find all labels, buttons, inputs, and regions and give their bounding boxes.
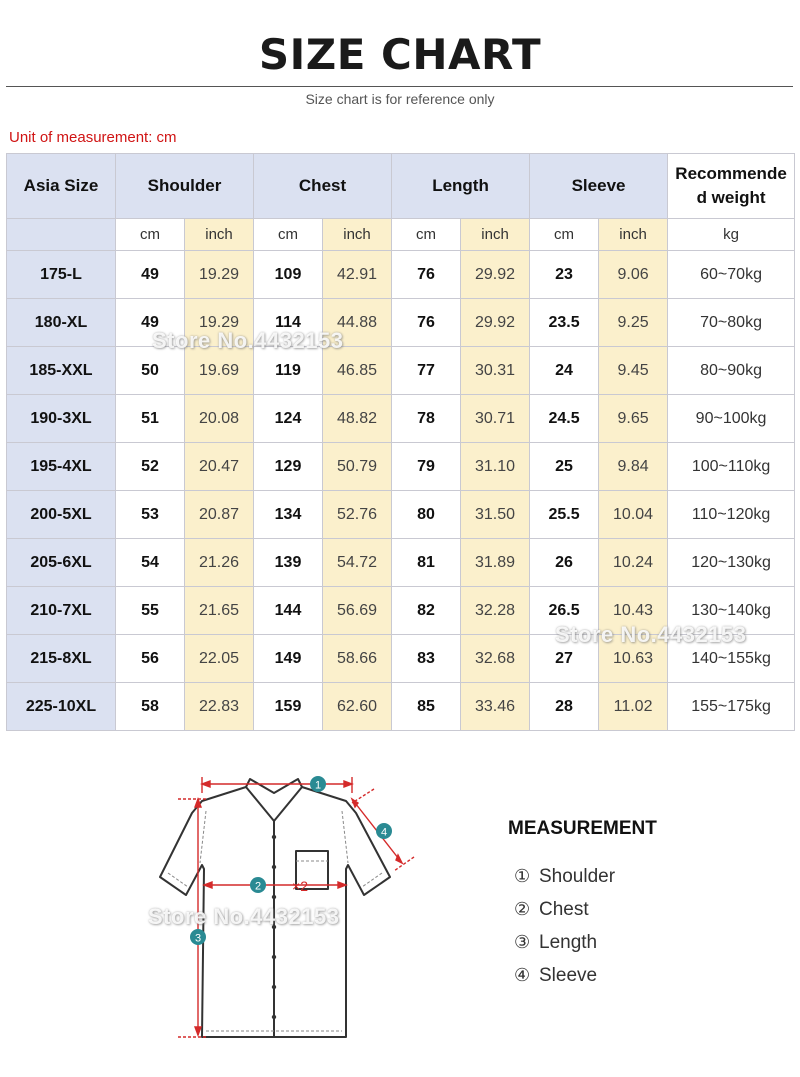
shirt-measurement-diagram	[150, 765, 420, 1055]
size-chart-table	[6, 153, 795, 731]
header-recommended-weight	[668, 154, 795, 219]
header-weight-line1: Recommende	[675, 164, 787, 183]
cell-size: 180-XL	[7, 299, 116, 347]
legend-item-sleeve	[514, 959, 615, 992]
cell-length-cm: 85	[392, 683, 461, 731]
cell-shoulder-cm: 58	[116, 683, 185, 731]
cell-shoulder-inch: 21.26	[185, 539, 254, 587]
cell-size: 185-XXL	[7, 347, 116, 395]
table-row	[7, 491, 795, 539]
cell-sleeve-cm: 28	[530, 683, 599, 731]
measurement-title: MEASUREMENT	[508, 818, 657, 839]
legend-number: ④	[514, 965, 531, 985]
cell-chest-cm: 139	[254, 539, 323, 587]
unit-note: Unit of measurement: cm	[9, 129, 177, 146]
cell-size: 210-7XL	[7, 587, 116, 635]
unit-weight-kg: kg	[668, 219, 795, 251]
cell-shoulder-inch: 20.87	[185, 491, 254, 539]
cell-sleeve-cm: 23.5	[530, 299, 599, 347]
legend-item-shoulder	[514, 860, 615, 893]
header-chest: Chest	[254, 154, 392, 219]
cell-chest-inch: 50.79	[323, 443, 392, 491]
legend-label: Shoulder	[539, 865, 616, 887]
header-shoulder: Shoulder	[116, 154, 254, 219]
cell-sleeve-inch: 10.43	[599, 587, 668, 635]
chest-multiplier-label: ×2	[292, 878, 308, 894]
cell-shoulder-cm: 54	[116, 539, 185, 587]
table-row	[7, 683, 795, 731]
cell-chest-cm: 149	[254, 635, 323, 683]
table-row	[7, 587, 795, 635]
cell-length-inch: 29.92	[461, 251, 530, 299]
marker-2-icon	[250, 877, 266, 893]
cell-shoulder-inch: 19.29	[185, 299, 254, 347]
cell-shoulder-cm: 50	[116, 347, 185, 395]
cell-sleeve-inch: 9.84	[599, 443, 668, 491]
cell-shoulder-inch: 19.69	[185, 347, 254, 395]
cell-sleeve-inch: 10.63	[599, 635, 668, 683]
title-divider	[6, 86, 793, 87]
cell-sleeve-inch: 9.65	[599, 395, 668, 443]
cell-shoulder-inch: 20.08	[185, 395, 254, 443]
cell-chest-inch: 56.69	[323, 587, 392, 635]
marker-3-label: 3	[194, 932, 202, 945]
unit-sleeve-inch: inch	[599, 219, 668, 251]
cell-shoulder-cm: 49	[116, 299, 185, 347]
cell-length-cm: 77	[392, 347, 461, 395]
cell-length-inch: 29.92	[461, 299, 530, 347]
marker-2-label: 2	[254, 880, 262, 893]
legend-item-chest	[514, 893, 615, 926]
cell-weight: 60~70kg	[668, 251, 795, 299]
legend-number: ③	[514, 932, 531, 952]
marker-1-icon	[310, 776, 326, 792]
cell-chest-cm: 124	[254, 395, 323, 443]
marker-3-icon	[190, 929, 206, 945]
cell-length-cm: 79	[392, 443, 461, 491]
unit-length-inch: inch	[461, 219, 530, 251]
table-row	[7, 251, 795, 299]
table-row	[7, 443, 795, 491]
cell-length-inch: 32.68	[461, 635, 530, 683]
cell-shoulder-inch: 22.05	[185, 635, 254, 683]
cell-length-inch: 30.71	[461, 395, 530, 443]
unit-shoulder-inch: inch	[185, 219, 254, 251]
cell-sleeve-cm: 23	[530, 251, 599, 299]
cell-chest-cm: 129	[254, 443, 323, 491]
cell-sleeve-inch: 9.25	[599, 299, 668, 347]
cell-length-inch: 32.28	[461, 587, 530, 635]
cell-length-inch: 31.50	[461, 491, 530, 539]
page-title: SIZE CHART	[258, 30, 542, 79]
cell-chest-inch: 48.82	[323, 395, 392, 443]
cell-shoulder-cm: 53	[116, 491, 185, 539]
header-length: Length	[392, 154, 530, 219]
cell-sleeve-inch: 9.06	[599, 251, 668, 299]
cell-sleeve-cm: 24	[530, 347, 599, 395]
cell-chest-inch: 46.85	[323, 347, 392, 395]
header-asia-size: Asia Size	[7, 154, 116, 219]
cell-size: 200-5XL	[7, 491, 116, 539]
marker-4-icon	[376, 823, 392, 839]
cell-chest-inch: 52.76	[323, 491, 392, 539]
cell-sleeve-cm: 25.5	[530, 491, 599, 539]
table-row	[7, 299, 795, 347]
unit-sleeve-cm: cm	[530, 219, 599, 251]
cell-chest-cm: 119	[254, 347, 323, 395]
cell-weight: 110~120kg	[668, 491, 795, 539]
unit-shoulder-cm: cm	[116, 219, 185, 251]
unit-chest-cm: cm	[254, 219, 323, 251]
cell-chest-cm: 134	[254, 491, 323, 539]
legend-number: ②	[514, 899, 531, 919]
cell-chest-inch: 62.60	[323, 683, 392, 731]
cell-shoulder-inch: 20.47	[185, 443, 254, 491]
cell-length-inch: 31.10	[461, 443, 530, 491]
cell-sleeve-cm: 26	[530, 539, 599, 587]
cell-length-inch: 31.89	[461, 539, 530, 587]
shirt-outline	[160, 779, 390, 1037]
cell-length-cm: 78	[392, 395, 461, 443]
cell-length-cm: 76	[392, 251, 461, 299]
cell-sleeve-cm: 24.5	[530, 395, 599, 443]
legend-item-length	[514, 926, 615, 959]
unit-size-blank	[7, 219, 116, 251]
cell-weight: 155~175kg	[668, 683, 795, 731]
cell-length-cm: 82	[392, 587, 461, 635]
cell-shoulder-inch: 19.29	[185, 251, 254, 299]
cell-sleeve-cm: 27	[530, 635, 599, 683]
cell-chest-inch: 54.72	[323, 539, 392, 587]
cell-chest-inch: 42.91	[323, 251, 392, 299]
cell-weight: 100~110kg	[668, 443, 795, 491]
cell-shoulder-inch: 21.65	[185, 587, 254, 635]
cell-sleeve-cm: 25	[530, 443, 599, 491]
cell-weight: 120~130kg	[668, 539, 795, 587]
unit-chest-inch: inch	[323, 219, 392, 251]
cell-size: 190-3XL	[7, 395, 116, 443]
measurement-legend	[514, 860, 615, 992]
cell-sleeve-inch: 9.45	[599, 347, 668, 395]
cell-length-inch: 33.46	[461, 683, 530, 731]
legend-label: Chest	[539, 898, 589, 920]
cell-shoulder-cm: 56	[116, 635, 185, 683]
cell-chest-inch: 44.88	[323, 299, 392, 347]
cell-length-cm: 80	[392, 491, 461, 539]
cell-chest-cm: 114	[254, 299, 323, 347]
table-row	[7, 635, 795, 683]
cell-size: 195-4XL	[7, 443, 116, 491]
marker-4-label: 4	[380, 826, 388, 839]
legend-number: ①	[514, 866, 531, 886]
table-row	[7, 347, 795, 395]
cell-chest-inch: 58.66	[323, 635, 392, 683]
watermark: Store No.4432153	[148, 904, 340, 929]
cell-chest-cm: 109	[254, 251, 323, 299]
cell-sleeve-inch: 10.04	[599, 491, 668, 539]
cell-size: 225-10XL	[7, 683, 116, 731]
cell-sleeve-inch: 10.24	[599, 539, 668, 587]
subtitle: Size chart is for reference only	[305, 91, 495, 107]
unit-length-cm: cm	[392, 219, 461, 251]
header-sleeve: Sleeve	[530, 154, 668, 219]
marker-1-label: 1	[314, 779, 322, 792]
cell-size: 215-8XL	[7, 635, 116, 683]
cell-shoulder-cm: 55	[116, 587, 185, 635]
cell-length-cm: 83	[392, 635, 461, 683]
cell-size: 175-L	[7, 251, 116, 299]
cell-weight: 140~155kg	[668, 635, 795, 683]
cell-size: 205-6XL	[7, 539, 116, 587]
cell-sleeve-inch: 11.02	[599, 683, 668, 731]
cell-sleeve-cm: 26.5	[530, 587, 599, 635]
cell-chest-cm: 159	[254, 683, 323, 731]
cell-length-cm: 81	[392, 539, 461, 587]
cell-shoulder-cm: 52	[116, 443, 185, 491]
cell-length-cm: 76	[392, 299, 461, 347]
cell-length-inch: 30.31	[461, 347, 530, 395]
measurement-lines	[178, 777, 414, 1037]
cell-weight: 80~90kg	[668, 347, 795, 395]
legend-label: Length	[539, 931, 598, 953]
watermark: Store No.4432153	[555, 622, 747, 647]
table-row	[7, 539, 795, 587]
size-table-body	[7, 251, 795, 731]
watermark: Store No.4432153	[152, 328, 344, 353]
header-weight-line2: d weight	[696, 188, 766, 207]
cell-shoulder-cm: 49	[116, 251, 185, 299]
cell-chest-cm: 144	[254, 587, 323, 635]
cell-weight: 90~100kg	[668, 395, 795, 443]
cell-weight: 130~140kg	[668, 587, 795, 635]
legend-label: Sleeve	[539, 964, 598, 986]
cell-shoulder-cm: 51	[116, 395, 185, 443]
cell-shoulder-inch: 22.83	[185, 683, 254, 731]
table-row	[7, 395, 795, 443]
cell-weight: 70~80kg	[668, 299, 795, 347]
